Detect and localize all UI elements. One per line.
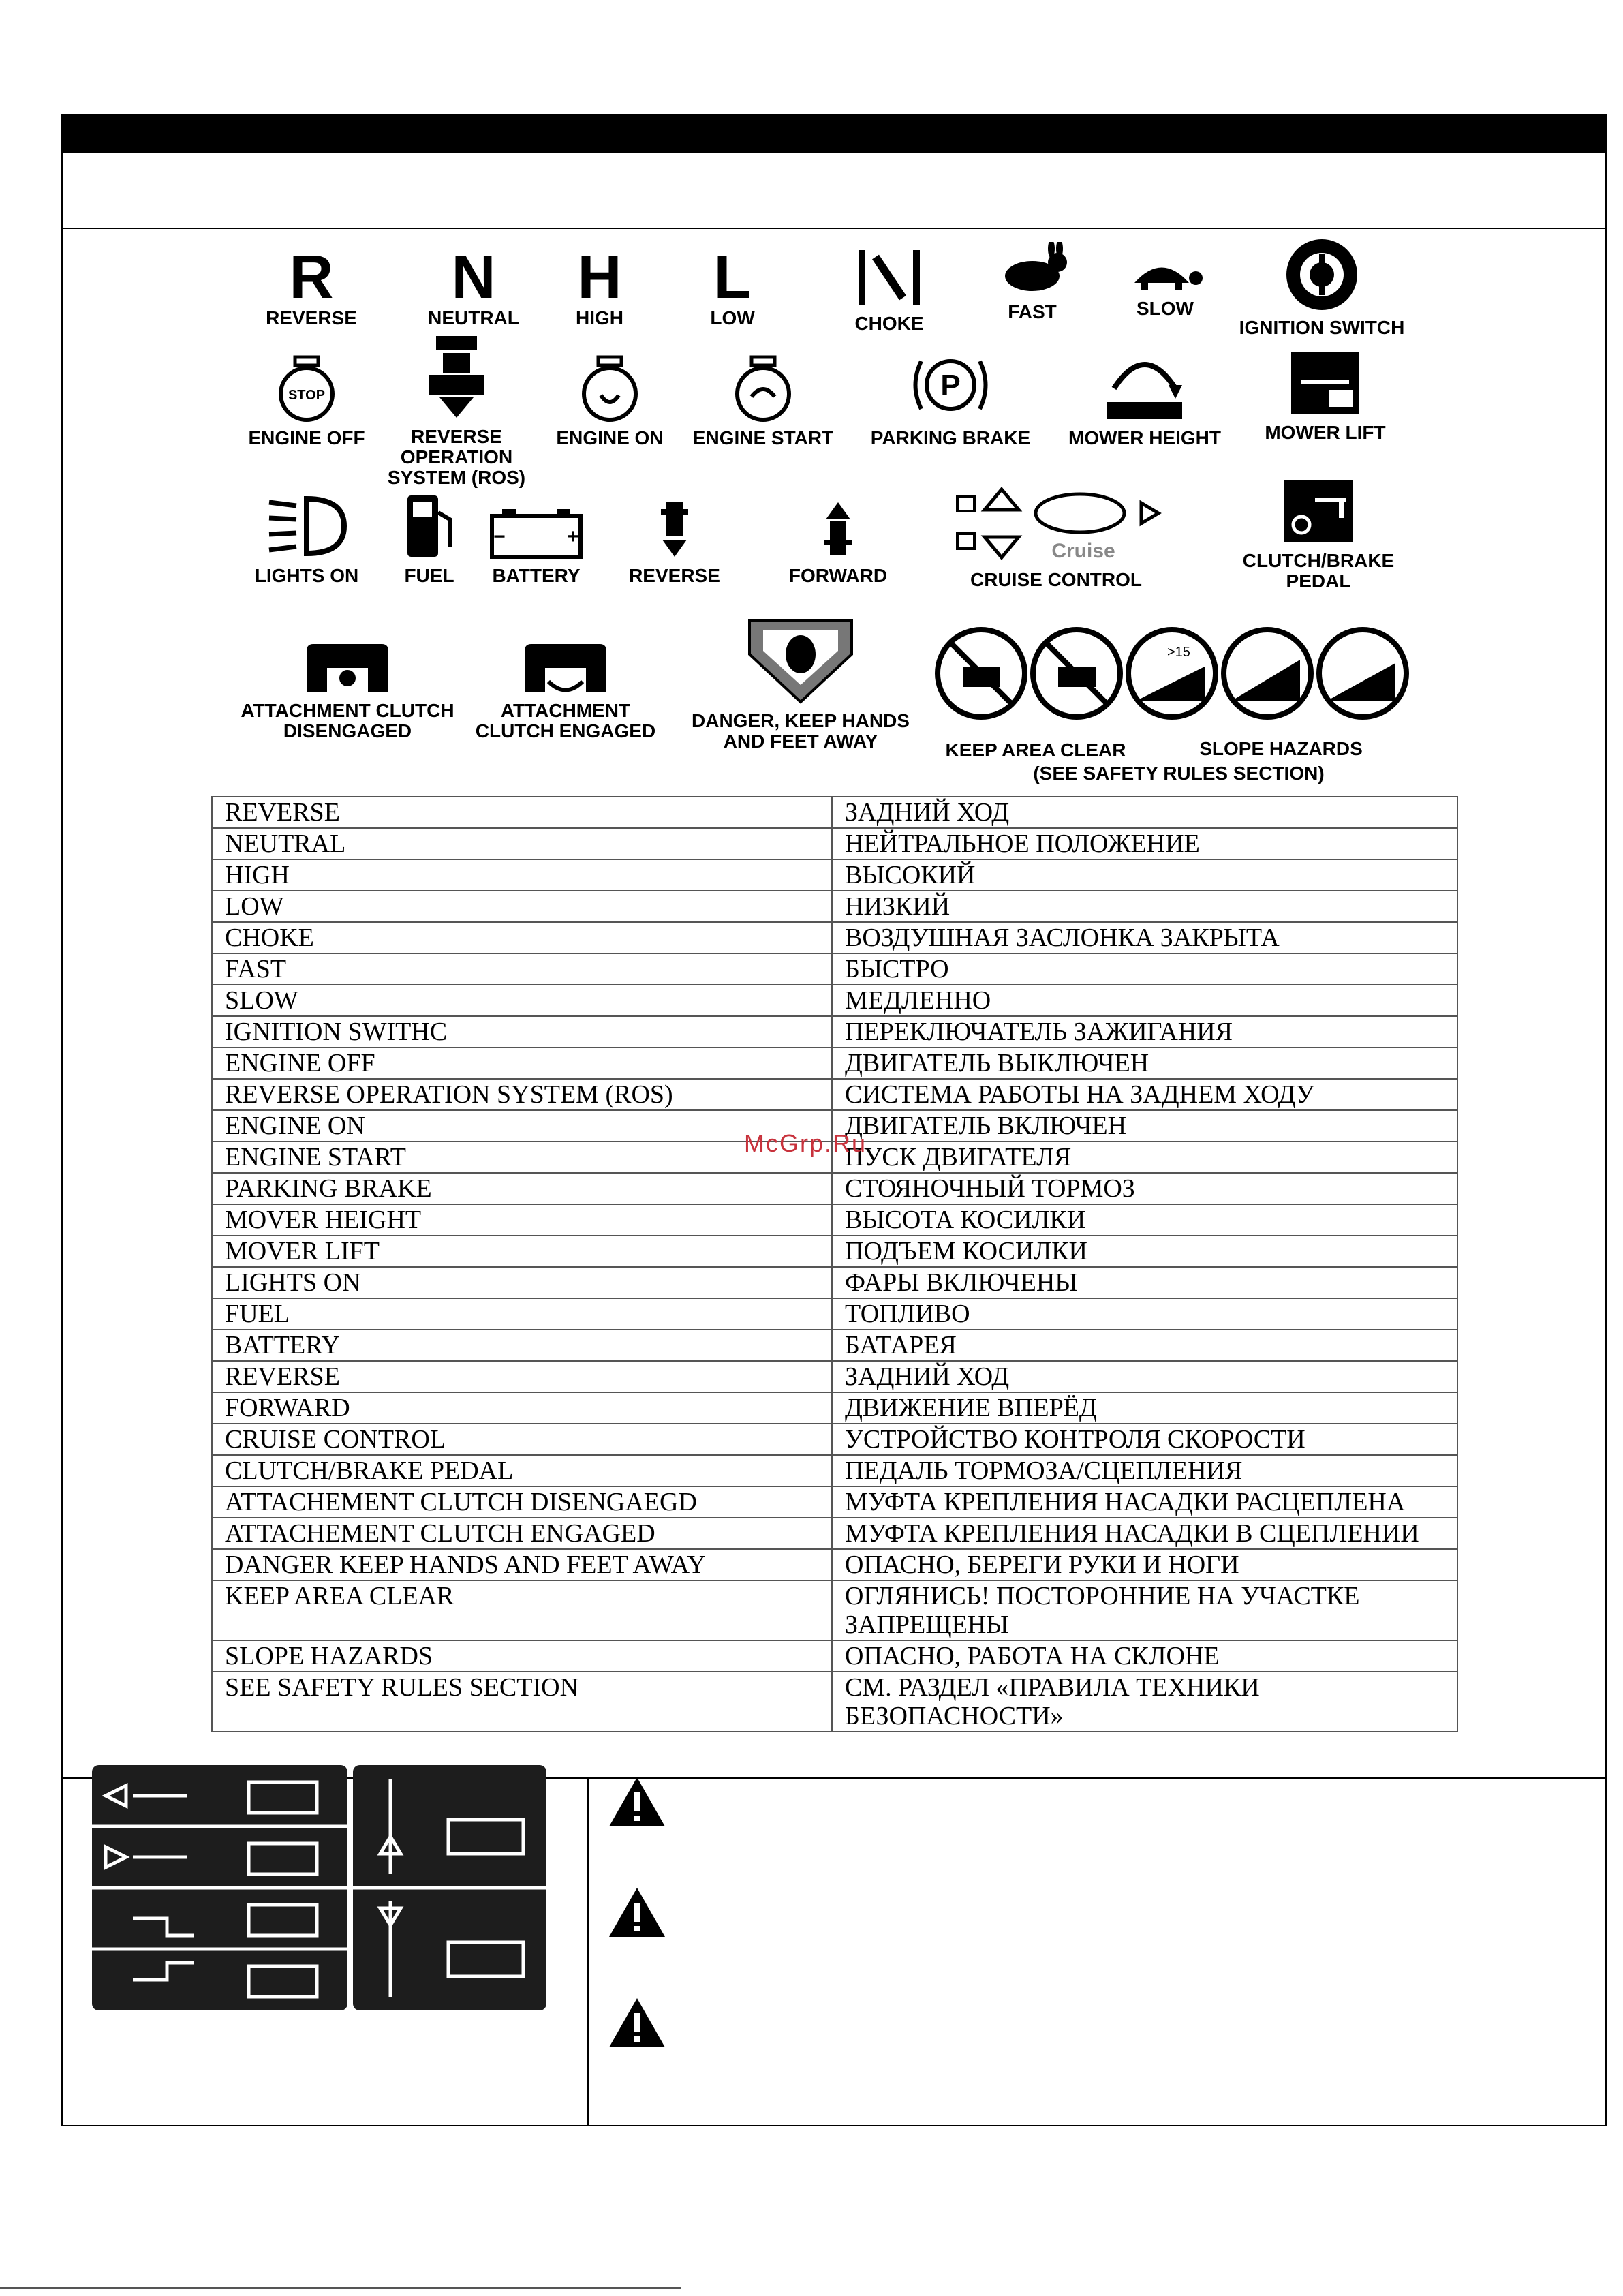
bottom-divider bbox=[587, 1777, 589, 2126]
english-term: REVERSE bbox=[212, 1361, 832, 1392]
russian-term: МУФТА КРЕПЛЕНИЯ НАСАДКИ РАСЦЕПЛЕНА bbox=[832, 1486, 1457, 1518]
english-term: CLUTCH/BRAKE PEDAL bbox=[212, 1455, 832, 1486]
russian-term: БАТАРЕЯ bbox=[832, 1330, 1457, 1361]
english-term: ENGINE START bbox=[212, 1142, 832, 1173]
english-term: LIGHTS ON bbox=[212, 1267, 832, 1298]
turtle-icon bbox=[1124, 252, 1206, 293]
russian-term: ОПАСНО, БЕРЕГИ РУКИ И НОГИ bbox=[832, 1549, 1457, 1580]
symbol-label: FORWARD bbox=[788, 565, 888, 586]
symbol-label: CLUTCH/BRAKE PEDAL bbox=[1242, 550, 1395, 592]
table-row bbox=[212, 1640, 1457, 1672]
russian-term: ТОПЛИВО bbox=[832, 1298, 1457, 1330]
english-term: SEE SAFETY RULES SECTION bbox=[212, 1672, 832, 1732]
english-term: CHOKE bbox=[212, 922, 832, 953]
russian-term: УСТРОЙСТВО КОНТРОЛЯ СКОРОСТИ bbox=[832, 1424, 1457, 1455]
table-row bbox=[212, 1392, 1457, 1424]
table-row bbox=[212, 1361, 1457, 1392]
watermark: McGrp.Ru bbox=[744, 1129, 867, 1157]
danger-hand-icon bbox=[746, 617, 855, 705]
russian-term: ДВИЖЕНИЕ ВПЕРЁД bbox=[832, 1392, 1457, 1424]
russian-term: ПОДЪЕМ КОСИЛКИ bbox=[832, 1236, 1457, 1267]
battery-icon bbox=[489, 506, 584, 560]
english-term: MOVER HEIGHT bbox=[212, 1204, 832, 1236]
symbol-mower-height bbox=[1063, 348, 1226, 448]
symbol-label: PARKING BRAKE bbox=[870, 427, 1031, 448]
battery-polarity-text: − + bbox=[493, 527, 580, 550]
fuel-pump-icon bbox=[402, 492, 457, 560]
english-term: PARKING BRAKE bbox=[212, 1173, 832, 1204]
table-row bbox=[212, 1236, 1457, 1267]
table-row bbox=[212, 1204, 1457, 1236]
table-row bbox=[212, 922, 1457, 953]
russian-term: НЕЙТРАЛЬНОЕ ПОЛОЖЕНИЕ bbox=[832, 828, 1457, 859]
symbol-battery bbox=[485, 506, 587, 586]
symbol-keep-area-clear bbox=[940, 740, 1131, 761]
english-term: BATTERY bbox=[212, 1330, 832, 1361]
russian-term: МЕДЛЕННО bbox=[832, 985, 1457, 1016]
symbol-label: BATTERY bbox=[492, 565, 581, 586]
symbol-attachment-engaged bbox=[470, 641, 661, 741]
english-term: DANGER KEEP HANDS AND FEET AWAY bbox=[212, 1549, 832, 1580]
english-term: REVERSE OPERATION SYSTEM (ROS) bbox=[212, 1079, 832, 1110]
table-row bbox=[212, 1580, 1457, 1640]
symbol-mower-lift bbox=[1250, 349, 1400, 443]
translation-table-body bbox=[212, 797, 1457, 1732]
symbol-label: HIGH bbox=[576, 307, 623, 328]
symbol-label: MOWER LIFT bbox=[1265, 422, 1386, 443]
symbol-clutch-brake bbox=[1226, 477, 1410, 592]
english-term: CRUISE CONTROL bbox=[212, 1424, 832, 1455]
table-row bbox=[212, 1047, 1457, 1079]
rabbit-icon bbox=[995, 242, 1070, 296]
russian-term: ДВИГАТЕЛЬ ВЫКЛЮЧЕН bbox=[832, 1047, 1457, 1079]
russian-term: ЗАДНИЙ ХОД bbox=[832, 1361, 1457, 1392]
cruise-control-icon bbox=[947, 483, 1165, 564]
reverse-letter: R bbox=[289, 243, 334, 311]
shift-diagram-panel-right bbox=[353, 1765, 546, 2010]
english-term: ATTACHEMENT CLUTCH ENGAGED bbox=[212, 1518, 832, 1549]
table-row bbox=[212, 953, 1457, 985]
symbol-label: ENGINE OFF bbox=[248, 427, 365, 448]
russian-term: СИСТЕМА РАБОТЫ НА ЗАДНЕМ ХОДУ bbox=[832, 1079, 1457, 1110]
russian-term: БЫСТРО bbox=[832, 953, 1457, 985]
shift-diagram-panel-left bbox=[92, 1765, 347, 2010]
mower-lift-icon bbox=[1288, 349, 1363, 417]
symbol-label: ENGINE START bbox=[692, 427, 834, 448]
symbol-label: ATTACHMENT CLUTCH DISENGAGED bbox=[241, 700, 454, 741]
table-row bbox=[212, 828, 1457, 859]
english-term: ATTACHEMENT CLUTCH DISENGAEGD bbox=[212, 1486, 832, 1518]
symbol-label: (SEE SAFETY RULES SECTION) bbox=[1033, 763, 1325, 784]
english-term: FORWARD bbox=[212, 1392, 832, 1424]
table-row bbox=[212, 797, 1457, 828]
table-row bbox=[212, 985, 1457, 1016]
english-term: FAST bbox=[212, 953, 832, 985]
shift-pattern-icon bbox=[92, 1765, 347, 2010]
engine-start-icon bbox=[732, 354, 794, 423]
symbol-label: LIGHTS ON bbox=[254, 565, 359, 586]
english-term: IGNITION SWITHC bbox=[212, 1016, 832, 1047]
clutch-brake-pedal-icon bbox=[1281, 477, 1356, 545]
english-term: LOW bbox=[212, 891, 832, 922]
neutral-letter: N bbox=[451, 243, 496, 311]
russian-term: ДВИГАТЕЛЬ ВКЛЮЧЕН bbox=[832, 1110, 1457, 1142]
ignition-switch-icon bbox=[1284, 237, 1359, 312]
symbol-reverse-2 bbox=[617, 499, 732, 586]
symbol-label: SLOPE HAZARDS bbox=[1199, 738, 1363, 759]
symbol-neutral bbox=[416, 243, 531, 328]
keep-area-clear-icon bbox=[932, 626, 1423, 721]
symbol-choke bbox=[838, 247, 940, 334]
russian-term: СТОЯНОЧНЫЙ ТОРМОЗ bbox=[832, 1173, 1457, 1204]
cruise-text: Cruise bbox=[1051, 540, 1115, 562]
symbol-label: IGNITION SWITCH bbox=[1239, 317, 1405, 338]
table-row bbox=[212, 1016, 1457, 1047]
table-row bbox=[212, 859, 1457, 891]
russian-term: ЗАДНИЙ ХОД bbox=[832, 797, 1457, 828]
english-term: HIGH bbox=[212, 859, 832, 891]
symbol-label: KEEP AREA CLEAR bbox=[945, 739, 1126, 761]
symbol-engine-off bbox=[238, 354, 375, 448]
russian-term: ПЕДАЛЬ ТОРМОЗА/СЦЕПЛЕНИЯ bbox=[832, 1455, 1457, 1486]
russian-term: ОГЛЯНИСЬ! ПОСТОРОННИЕ НА УЧАСТКЕ ЗАПРЕЩЕНЫ bbox=[832, 1580, 1457, 1640]
table-row bbox=[212, 1455, 1457, 1486]
table-row bbox=[212, 1424, 1457, 1455]
symbol-fuel bbox=[388, 492, 470, 586]
symbol-lights-on bbox=[245, 492, 368, 586]
high-letter: H bbox=[577, 243, 622, 311]
russian-term: НИЗКИЙ bbox=[832, 891, 1457, 922]
russian-term: ВЫСОТА КОСИЛКИ bbox=[832, 1204, 1457, 1236]
parking-brake-icon bbox=[906, 348, 995, 423]
ros-tractor-icon bbox=[426, 333, 487, 421]
table-row bbox=[212, 1330, 1457, 1361]
forward-arrow-icon bbox=[818, 499, 859, 560]
symbol-high bbox=[545, 243, 654, 328]
engine-on-icon bbox=[579, 354, 640, 423]
english-term: NEUTRAL bbox=[212, 828, 832, 859]
symbol-slow bbox=[1111, 252, 1220, 319]
warning-icon bbox=[606, 1885, 668, 1940]
symbol-label: FUEL bbox=[404, 565, 454, 586]
symbol-label: ENGINE ON bbox=[556, 427, 664, 448]
see-safety-note bbox=[1008, 763, 1349, 784]
low-letter: L bbox=[713, 243, 752, 311]
russian-term: ПУСК ДВИГАТЕЛЯ bbox=[832, 1142, 1457, 1173]
table-row bbox=[212, 1173, 1457, 1204]
symbol-label: SLOW bbox=[1137, 298, 1194, 319]
english-term: ENGINE OFF bbox=[212, 1047, 832, 1079]
symbol-label: FAST bbox=[1008, 301, 1057, 322]
symbol-engine-start bbox=[688, 354, 838, 448]
russian-term: МУФТА КРЕПЛЕНИЯ НАСАДКИ В СЦЕПЛЕНИИ bbox=[832, 1518, 1457, 1549]
reverse-arrow-icon bbox=[654, 499, 695, 560]
symbol-cruise-control bbox=[944, 483, 1169, 590]
table-row bbox=[212, 1267, 1457, 1298]
symbol-label: NEUTRAL bbox=[428, 307, 519, 328]
symbol-parking-brake bbox=[865, 348, 1036, 448]
table-row bbox=[212, 1518, 1457, 1549]
symbol-reverse bbox=[253, 243, 369, 328]
symbol-attachment-disengaged bbox=[235, 641, 460, 741]
symbol-fast bbox=[981, 242, 1083, 322]
english-term: REVERSE bbox=[212, 797, 832, 828]
symbol-low bbox=[681, 243, 784, 328]
table-row bbox=[212, 891, 1457, 922]
warning-icon bbox=[606, 1995, 668, 2050]
footer-rule bbox=[0, 2287, 681, 2289]
stop-text: STOP bbox=[288, 388, 326, 403]
attachment-engaged-icon bbox=[521, 641, 610, 695]
table-row bbox=[212, 1486, 1457, 1518]
symbol-label: CRUISE CONTROL bbox=[970, 569, 1142, 590]
russian-term: ВОЗДУШНАЯ ЗАСЛОНКА ЗАКРЫТА bbox=[832, 922, 1457, 953]
translation-table bbox=[211, 796, 1458, 1732]
lever-diagram-icon bbox=[353, 1765, 546, 2010]
headlight-icon bbox=[266, 492, 347, 560]
slope-degree-text: >15 bbox=[1167, 645, 1190, 660]
engine-off-icon bbox=[276, 354, 337, 423]
russian-term: ВЫСОКИЙ bbox=[832, 859, 1457, 891]
symbol-engine-on bbox=[545, 354, 675, 448]
safety-pictograms bbox=[932, 626, 1423, 721]
parking-p-text: P bbox=[940, 369, 961, 402]
symbol-label: REVERSE OPERATION SYSTEM (ROS) bbox=[387, 426, 526, 488]
choke-icon bbox=[852, 247, 927, 308]
symbol-forward bbox=[777, 499, 899, 586]
symbol-label: DANGER, KEEP HANDS AND FEET AWAY bbox=[692, 710, 910, 752]
symbol-slope-hazards bbox=[1186, 739, 1376, 759]
symbol-label: MOWER HEIGHT bbox=[1068, 427, 1221, 448]
warning-icon bbox=[606, 1775, 668, 1829]
russian-term: ОПАСНО, РАБОТА НА СКЛОНЕ bbox=[832, 1640, 1457, 1672]
symbol-ros bbox=[382, 333, 531, 488]
russian-term: СМ. РАЗДЕЛ «ПРАВИЛА ТЕХНИКИ БЕЗОПАСНОСТИ» bbox=[832, 1672, 1457, 1732]
symbol-label: REVERSE bbox=[266, 307, 357, 328]
english-term: ENGINE ON bbox=[212, 1110, 832, 1142]
english-term: SLOPE HAZARDS bbox=[212, 1640, 832, 1672]
symbol-label: REVERSE bbox=[629, 565, 720, 586]
mower-height-icon bbox=[1100, 348, 1189, 423]
english-term: FUEL bbox=[212, 1298, 832, 1330]
symbol-label: ATTACHMENT CLUTCH ENGAGED bbox=[475, 700, 656, 741]
russian-term: ПЕРЕКЛЮЧАТЕЛЬ ЗАЖИГАНИЯ bbox=[832, 1016, 1457, 1047]
table-row bbox=[212, 1672, 1457, 1732]
symbol-label: LOW bbox=[710, 307, 755, 328]
english-term: SLOW bbox=[212, 985, 832, 1016]
table-row bbox=[212, 1549, 1457, 1580]
russian-term: ФАРЫ ВКЛЮЧЕНЫ bbox=[832, 1267, 1457, 1298]
symbol-label: CHOKE bbox=[854, 313, 924, 334]
symbol-ignition bbox=[1233, 237, 1410, 338]
table-row bbox=[212, 1298, 1457, 1330]
english-term: MOVER LIFT bbox=[212, 1236, 832, 1267]
table-row bbox=[212, 1079, 1457, 1110]
attachment-disengaged-icon bbox=[303, 641, 392, 695]
symbol-danger bbox=[688, 617, 913, 752]
english-term: KEEP AREA CLEAR bbox=[212, 1580, 832, 1640]
